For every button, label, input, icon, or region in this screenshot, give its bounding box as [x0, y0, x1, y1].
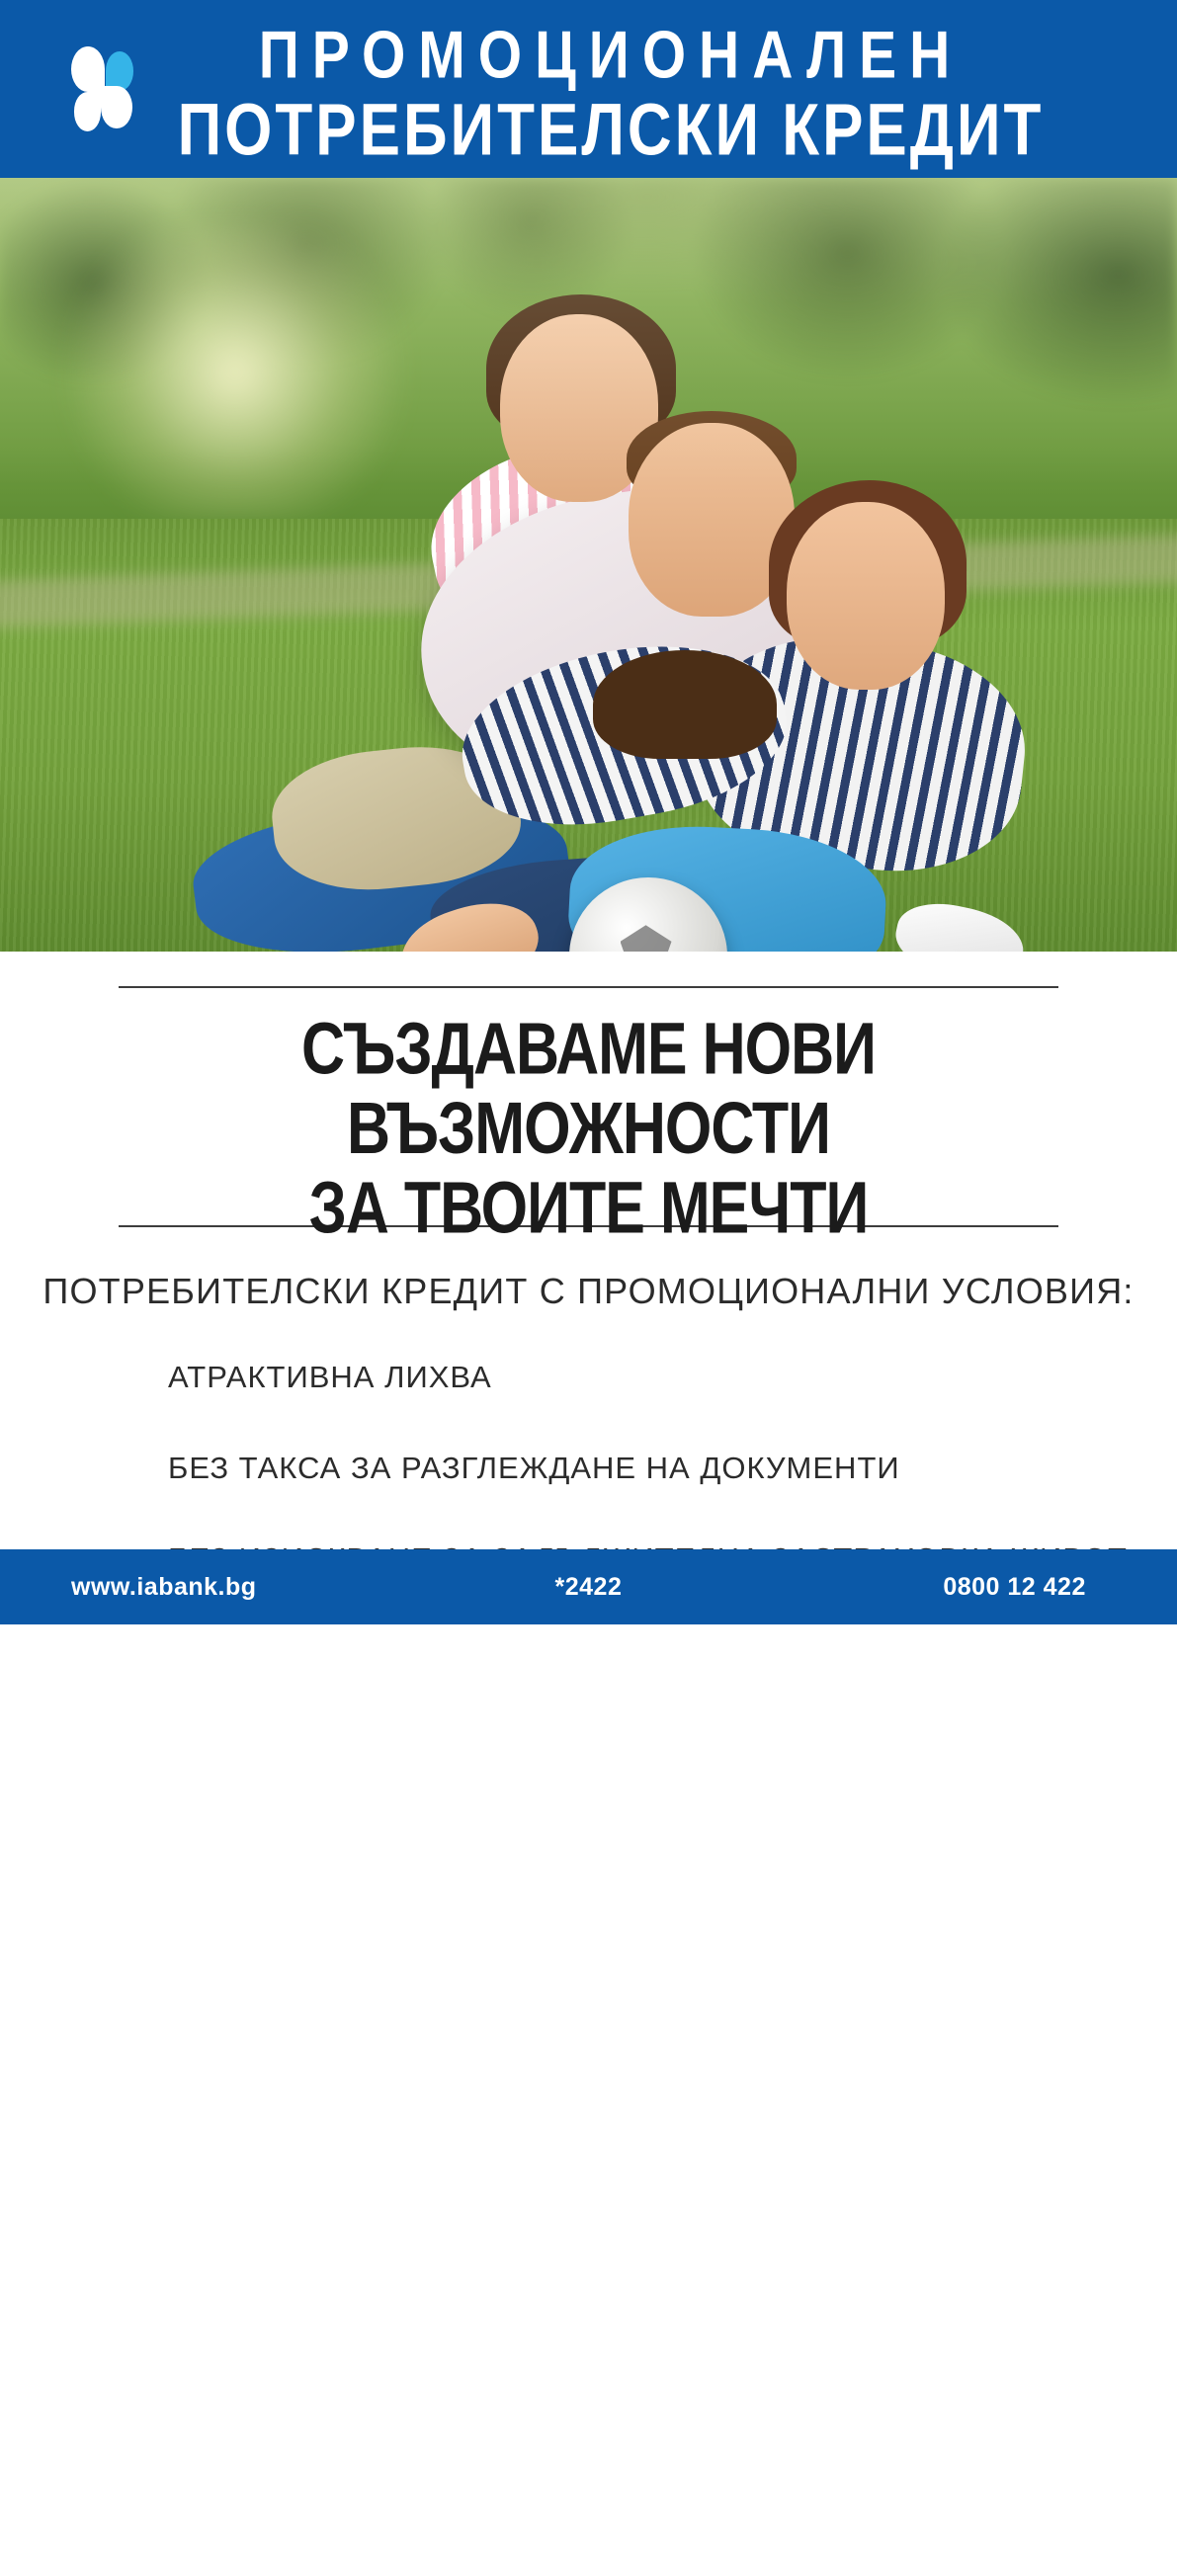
list-item — [117, 1451, 1177, 1486]
header-title-block — [133, 18, 1177, 172]
iabank-bullet-logo-icon — [117, 1362, 148, 1393]
header-title-line1: ПРОМОЦИОНАЛЕН — [258, 18, 964, 94]
list-item-label: АТРАКТИВНА ЛИХВА — [168, 1359, 492, 1394]
poster-header — [0, 0, 1177, 178]
footer-website[interactable]: www.iabank.bg — [71, 1572, 257, 1601]
benefits-list — [117, 1360, 1177, 1577]
iabank-bullet-logo-icon — [117, 1453, 148, 1484]
poster-footer — [0, 1549, 1177, 1624]
brand-logo — [0, 46, 133, 131]
header-title-line2: ПОТРЕБИТЕЛСКИ КРЕДИТ — [177, 89, 1045, 172]
poster-body — [0, 952, 1177, 2576]
subheadline: ПОТРЕБИТЕЛСКИ КРЕДИТ С ПРОМОЦИОНАЛНИ УСЛОВИЯ: — [42, 1270, 1135, 1311]
mother-face — [787, 502, 945, 690]
list-item-label: БЕЗ ТАКСА ЗА РАЗГЛЕЖДАНЕ НА ДОКУМЕНТИ — [168, 1450, 900, 1485]
boy-face — [599, 670, 769, 868]
iabank-droplet-logo-icon — [71, 46, 133, 131]
headline-line2: ЗА ТВОИТЕ МЕЧТИ — [308, 1166, 869, 1249]
hero-family-group — [105, 255, 1073, 947]
page-title — [0, 988, 1177, 1255]
footer-phone[interactable]: 0800 12 422 — [943, 1572, 1086, 1601]
list-item — [117, 1360, 1177, 1395]
sneaker — [889, 895, 1030, 952]
footer-short-code[interactable]: *2422 — [554, 1572, 623, 1601]
headline-line1: СЪЗДАВАМЕ НОВИ ВЪЗМОЖНОСТИ — [301, 1007, 876, 1169]
hero-photo — [0, 178, 1177, 952]
